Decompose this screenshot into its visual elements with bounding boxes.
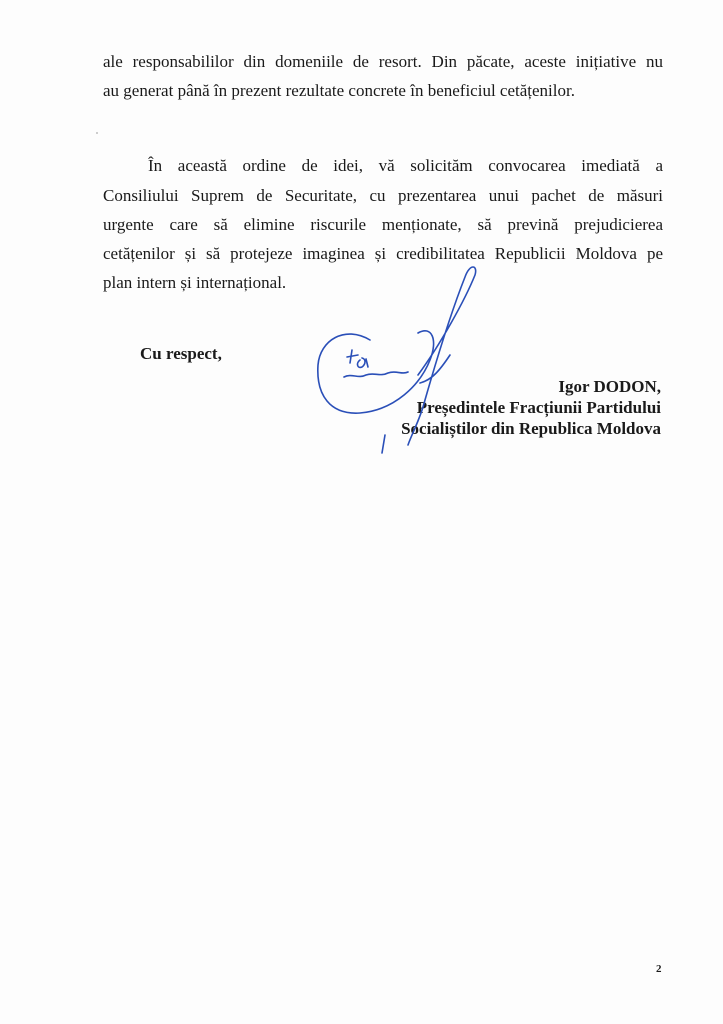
closing-salutation: Cu respect, — [140, 344, 222, 363]
scan-speck — [96, 132, 98, 134]
paragraph-1-line-1: ale responsabililor din domeniile de resort. Din păcate, aceste inițiative nu — [103, 52, 663, 71]
paragraph-2-line-5: plan intern și internațional. — [103, 273, 287, 292]
paragraph-2-line-1: În această ordine de idei, vă solicităm convocarea imediată a — [148, 156, 663, 175]
paragraph-1-line-2: au generat până în prezent rezultate concrete în beneficiul cetățenilor. — [103, 81, 575, 100]
signatory-name: Igor DODON, — [558, 377, 661, 396]
signatory-title-line-2: Socialiștilor din Republica Moldova — [401, 419, 661, 438]
signatory-title-line-1: Președintele Fracțiunii Partidului — [416, 398, 661, 417]
handwritten-signature — [300, 255, 540, 455]
paragraph-2-line-3: urgente care să elimine riscurile menționate, să prevină prejudicierea — [103, 215, 663, 234]
paragraph-2-line-2: Consiliului Suprem de Securitate, cu prezentarea unui pachet de măsuri — [103, 186, 663, 205]
page-number: 2 — [656, 963, 662, 975]
paragraph-2-line-4: cetățenilor și să protejeze imaginea și credibilitatea Republicii Moldova pe — [103, 244, 663, 263]
